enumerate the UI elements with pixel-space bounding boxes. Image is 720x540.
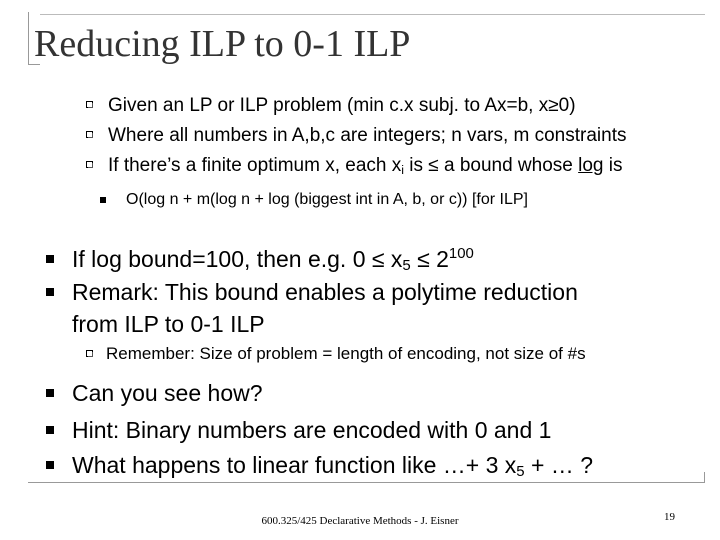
hollow-square-bullet-icon (86, 131, 93, 138)
bullet-hint: Hint: Binary numbers are encoded with 0 and 1 (72, 417, 552, 443)
bottom-rule (28, 482, 705, 483)
page-number: 19 (664, 511, 675, 523)
bullet-remember: Remember: Size of problem = length of encoding, not size of #s (106, 344, 586, 363)
bullet-integers: Where all numbers in A,b,c are integers; n vars, m constraints (108, 125, 627, 146)
bullet-remark-line-1: Remark: This bound enables a polytime reduction (72, 279, 578, 305)
footer-course: 600.325/425 Declarative Methods - J. Eisner (261, 515, 459, 527)
bullet-see-how: Can you see how? (72, 380, 263, 406)
title-left-rule (28, 12, 29, 64)
square-bullet-icon (46, 389, 54, 397)
top-rule (40, 14, 705, 15)
square-bullet-icon (46, 461, 54, 469)
bullet-linear-function: What happens to linear function like …+ 3 $x_5$ + … ? (72, 452, 593, 480)
bullet-lp-problem: Given an LP or ILP problem (min c.x subj. to Ax=b, x≥0) (108, 95, 576, 116)
small-square-bullet-icon (100, 197, 106, 203)
hollow-square-bullet-icon (86, 350, 93, 357)
hollow-square-bullet-icon (86, 101, 93, 108)
bullet-remark-line-2: from ILP to 0-1 ILP (72, 311, 265, 337)
bullet-big-o-bound: O(log n + m(log n + log (biggest int in A, b, or c)) [for ILP] (126, 191, 528, 208)
square-bullet-icon (46, 255, 54, 263)
bottom-right-rule (704, 472, 705, 482)
bullet-finite-optimum: If there’s a finite optimum x, each $x_i$ is ≤ a bound whose log is (108, 155, 623, 177)
square-bullet-icon (46, 426, 54, 434)
bullet-log-bound: If log bound=100, then e.g. $0 \le x_5 \le 2^{100}$ (72, 245, 474, 274)
slide-title: Reducing ILP to 0-1 ILP (34, 23, 411, 65)
square-bullet-icon (46, 288, 54, 296)
hollow-square-bullet-icon (86, 161, 93, 168)
